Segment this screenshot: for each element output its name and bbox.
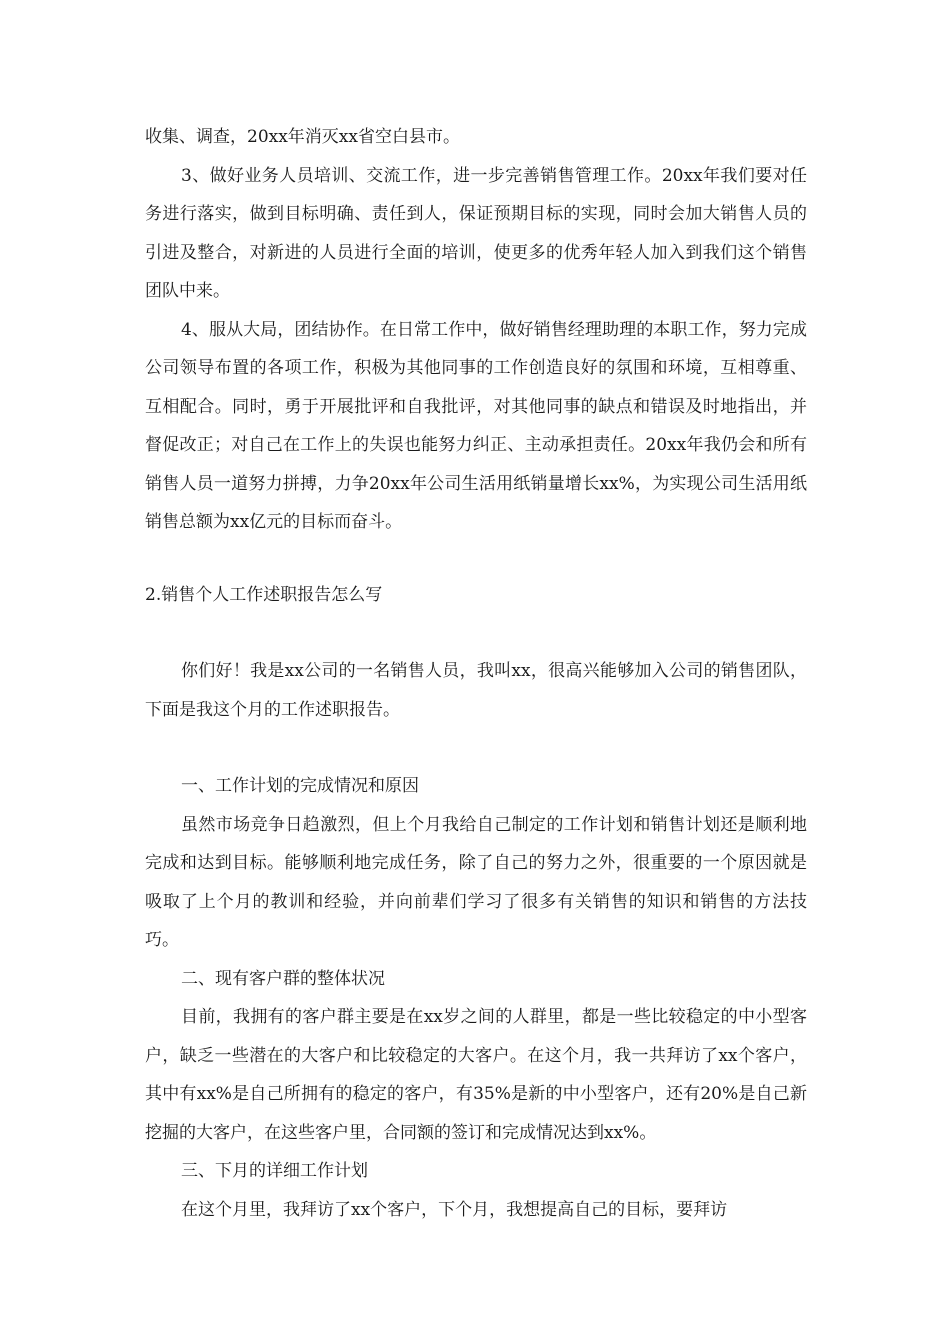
intro-paragraph: 收集、调查，20xx年消灭xx省空白县市。 [145,127,460,147]
spacer [145,614,807,652]
paragraph-one: 虽然市场竞争日趋激烈，但上个月我给自己制定的工作计划和销售计划还是顺利地完成和达到目标。能够顺利地完成任务，除了自己的努力之外，很重要的一个原因就是吸取了上个月的教训和经验，并向前辈们学习了很多有关销售的知识和销售的方法技巧。 [145,814,807,950]
heading-three: 三、下月的详细工作计划 [181,1161,368,1181]
paragraph-two: 目前，我拥有的客户群主要是在xx岁之间的人群里，都是一些比较稳定的中小型客户，缺乏一些潜在的大客户和比较稳定的大客户。在这个月，我一共拜访了xx个客户，其中有xx%是自己所拥有的稳定的客户，有35%是新的中小型客户，还有20%是自己新挖掘的大客户，在这些客户里，合同额的签订和完成情况达到xx%。 [145,1007,807,1143]
item-4-paragraph: 4、服从大局，团结协作。在日常工作中，做好销售经理助理的本职工作，努力完成公司领导布置的各项工作，积极为其他同事的工作创造良好的氛围和环境，互相尊重、互相配合。同时，勇于开展批评和自我批评，对其他同事的缺点和错误及时地指出，并督促改正；对自己在工作上的失误也能努力纠正、主动承担责任。20xx年我仍会和所有销售人员一道努力拼搏，力争20xx年公司生活用纸销量增长xx%，为实现公司生活用纸销售总额为xx亿元的目标而奋斗。 [145,319,807,532]
item-3-paragraph: 3、做好业务人员培训、交流工作，进一步完善销售管理工作。20xx年我们要对任务进行落实，做到目标明确、责任到人，保证预期目标的实现，同时会加大销售人员的引进及整合，对新进的人员进行全面的培训，使更多的优秀年轻人加入到我们这个销售团队中来。 [145,165,807,301]
greeting-paragraph: 你们好！我是xx公司的一名销售人员，我叫xx，很高兴能够加入公司的销售团队，下面是我这个月的工作述职报告。 [145,661,807,720]
spacer [145,542,807,576]
section-2-title: 2.销售个人工作述职报告怎么写 [145,584,383,605]
paragraph-three: 在这个月里，我拜访了xx个客户，下个月，我想提高自己的目标，要拜访 [181,1199,728,1220]
heading-two: 二、现有客户群的整体状况 [181,968,385,989]
heading-one: 一、工作计划的完成情况和原因 [181,776,419,796]
spacer [145,729,807,767]
document-page [145,118,807,1229]
